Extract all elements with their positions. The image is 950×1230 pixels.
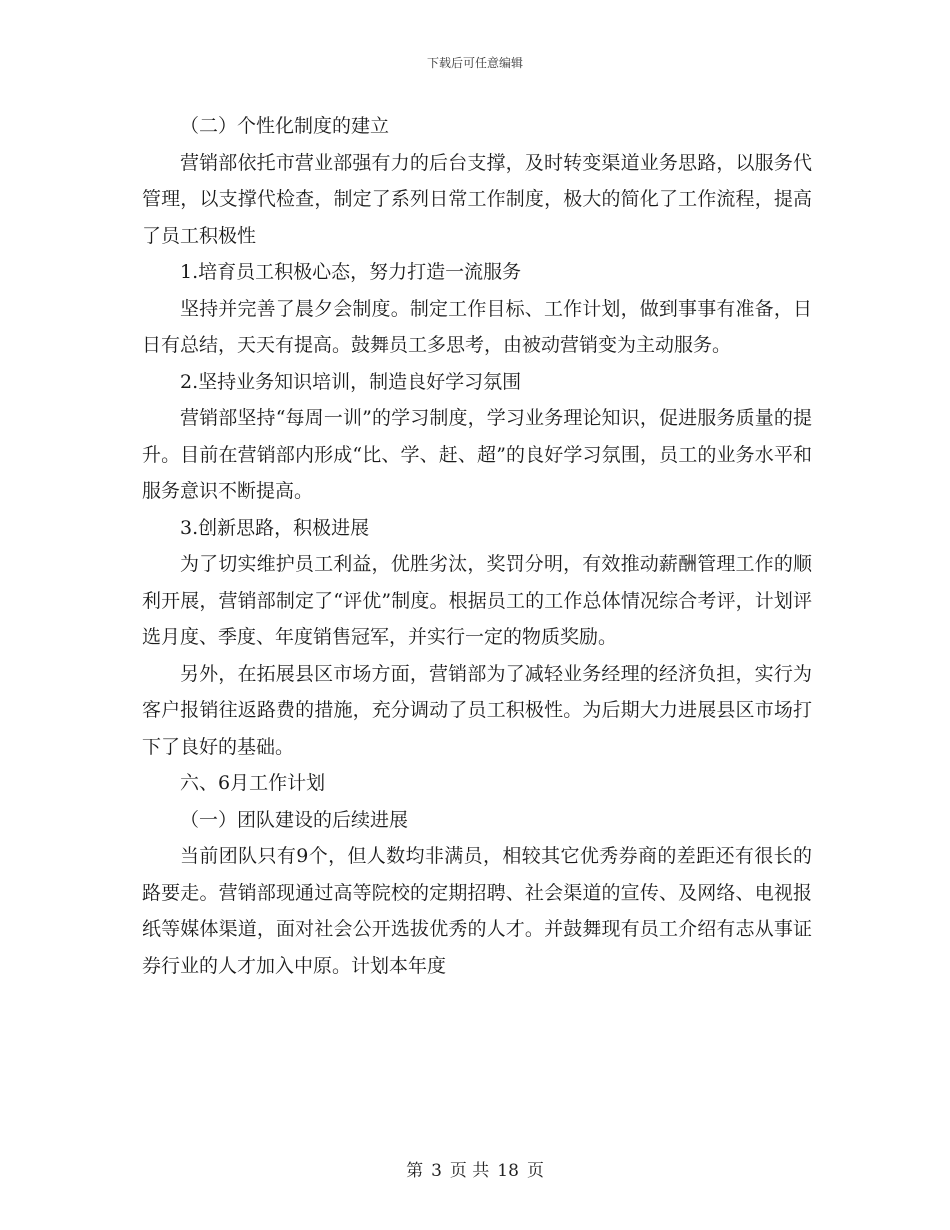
page-number: 3 bbox=[431, 1161, 442, 1181]
document-body bbox=[142, 108, 812, 984]
subheading-business-training: 2.坚持业务知识培训，制造良好学习氛围 bbox=[180, 370, 522, 393]
total-pages: 18 bbox=[497, 1161, 519, 1181]
footer-prefix: 第 bbox=[406, 1161, 424, 1181]
footer-suffix: 页 bbox=[526, 1161, 544, 1181]
subheading-team-building: （一）团队建设的后续进展 bbox=[180, 808, 409, 831]
page-footer bbox=[0, 1156, 950, 1181]
subheading-positive-attitude: 1.培育员工积极心态，努力打造一流服务 bbox=[180, 261, 522, 283]
paragraph-evaluation-system: 为了切实维护员工利益，优胜劣汰，奖罚分明，有效推动薪酬管理工作的顺利开展，营销部制定了“评优”制度。根据员工的工作总体情况综合考评，计划评选月度、季度、年度销售冠军，并实行一定的物质奖励。 bbox=[142, 553, 812, 648]
footer-middle: 页 共 bbox=[449, 1161, 490, 1181]
subheading-innovation: 3.创新思路，积极进展 bbox=[180, 516, 370, 539]
paragraph-system-intro: 营销部依托市营业部强有力的后台支撑，及时转变渠道业务思路，以服务代管理，以支撑代检查，制定了系列日常工作制度，极大的简化了工作流程，提高了员工积极性 bbox=[142, 151, 812, 247]
section-heading-june-plan: 六、6月工作计划 bbox=[180, 772, 326, 794]
paragraph-county-market: 另外，在拓展县区市场方面，营销部为了减轻业务经理的经济负担，实行为客户报销往返路费的措施，充分调动了员工积极性。为后期大力进展县区市场打下了良好的基础。 bbox=[142, 662, 812, 758]
section-heading-personalized-system: （二）个性化制度的建立 bbox=[180, 115, 390, 137]
page-header: 下载后可任意编辑 bbox=[426, 56, 523, 70]
paragraph-team-status: 当前团队只有9个，但人数均非满员，相较其它优秀券商的差距还有很长的路要走。营销部现通过高等院校的定期招聘、社会渠道的宣传、及网络、电视报纸等媒体渠道，面对社会公开选拔优秀的人才。并鼓舞现有员工介绍有志从事证券行业的人才加入中原。计划本年度 bbox=[142, 845, 812, 977]
paragraph-morning-evening-meeting: 坚持并完善了晨夕会制度。制定工作目标、工作计划，做到事事有准备，日日有总结，天天有提高。鼓舞员工多思考，由被动营销变为主动服务。 bbox=[142, 297, 812, 356]
paragraph-weekly-training: 营销部坚持“每周一训”的学习制度，学习业务理论知识，促进服务质量的提升。目前在营销部内形成“比、学、赶、超”的良好学习氛围，员工的业务水平和服务意识不断提高。 bbox=[142, 407, 812, 502]
